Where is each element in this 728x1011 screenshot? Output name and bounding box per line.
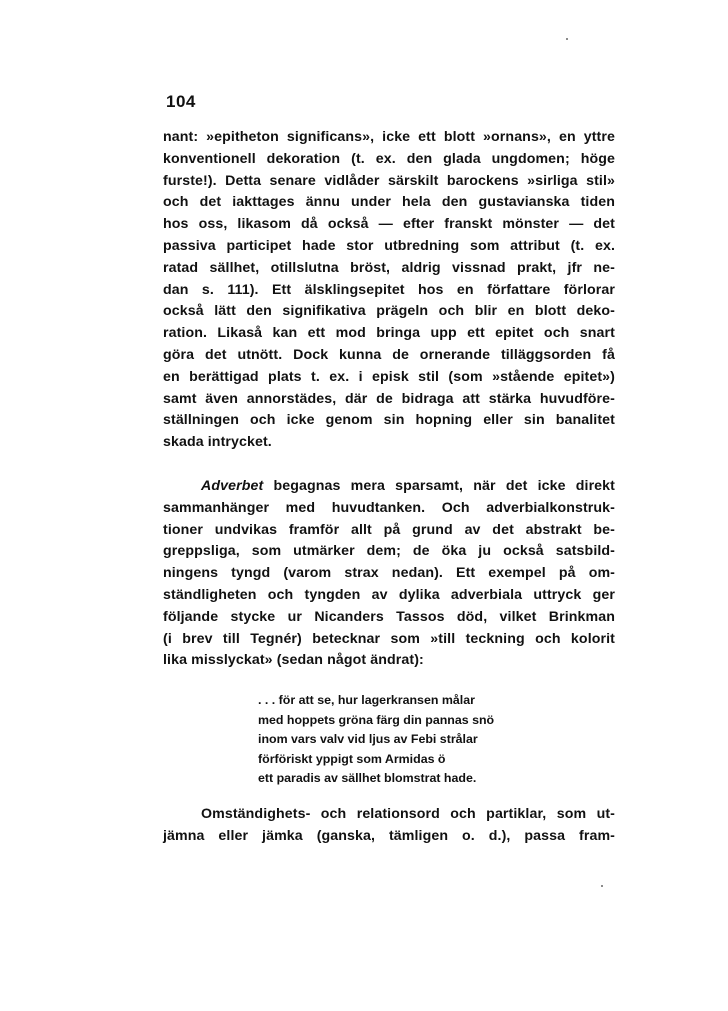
- text-line: [163, 476, 615, 498]
- text-line: ständligheten och tyngden av dylika adverbiala uttryck ger: [163, 586, 615, 603]
- paragraph-1: [163, 127, 615, 454]
- paper-speck: [601, 885, 603, 887]
- text-line: samt även annorstädes, där de bidraga att stärka huvudföre-: [163, 390, 615, 407]
- paper-speck: [566, 38, 568, 40]
- text-line: tioner undvikas framför allt på grund av det abstrakt be-: [163, 521, 615, 538]
- text-line: också lätt den signifikativa prägeln och blir en blott deko-: [163, 303, 615, 320]
- emphasized-word: Adverbet: [201, 478, 264, 494]
- text-line: och det iakttages ännu under hela den gustavianska tiden: [163, 194, 615, 211]
- text-line: ningens tyngd (varom strax nedan). Ett exempel på om-: [163, 565, 615, 582]
- poem-line: . . . för att se, hur lagerkransen målar: [258, 693, 475, 707]
- text-fragment: begagnas mera sparsamt, när det icke direkt: [263, 478, 615, 494]
- text-line: hos oss, likasom då också — efter franskt mönster — det: [163, 216, 615, 233]
- text-line: ratad sällhet, otillslutna bröst, aldrig vissnad prakt, jfr ne-: [163, 259, 615, 276]
- poem-line: inom vars valv vid ljus av Febi strålar: [258, 732, 478, 746]
- poem-quote: [258, 691, 598, 789]
- paragraph-2: [163, 476, 615, 672]
- text-line: passiva participet hade stor utbredning som attribut (t. ex.: [163, 237, 615, 254]
- paragraph-3: [163, 804, 615, 848]
- text-line: en berättigad plats t. ex. i episk stil (som »stående epitet»): [163, 368, 615, 385]
- text-line: sammanhänger med huvudtanken. Och adverbialkonstruk-: [163, 499, 615, 516]
- text-line: ration. Likaså kan ett mod bringa upp ett epitet och snart: [163, 325, 615, 342]
- text-line: skada intrycket.: [163, 434, 272, 451]
- text-line: jämna eller jämka (ganska, tämligen o. d.), passa fram-: [163, 827, 615, 844]
- text-line: följande stycke ur Nicanders Tassos död, vilket Brinkman: [163, 608, 615, 625]
- text-line: dan s. 111). Ett älsklingsepitet hos en författare förlorar: [163, 281, 615, 298]
- text-line: göra det utnött. Dock kunna de ornerande tilläggsorden få: [163, 346, 615, 363]
- text-line: Omständighets- och relationsord och partiklar, som ut-: [201, 806, 615, 822]
- text-line: (i brev till Tegnér) betecknar som »till teckning och kolorit: [163, 630, 615, 647]
- text-line: konventionell dekoration (t. ex. den glada ungdomen; höge: [163, 150, 615, 167]
- text-line: ställningen och icke genom sin hopning eller sin banalitet: [163, 412, 615, 429]
- page-number: 104: [166, 92, 196, 111]
- text-line: nant: »epitheton significans», icke ett blott »ornans», en yttre: [163, 129, 615, 145]
- text-line: greppsliga, som utmärker dem; de öka ju också satsbild-: [163, 543, 615, 560]
- poem-line: förföriskt yppigt som Armidas ö: [258, 751, 446, 766]
- poem-line: ett paradis av sällhet blomstrat hade.: [258, 771, 477, 785]
- poem-line: med hoppets gröna färg din pannas snö: [258, 712, 495, 727]
- text-line: furste!). Detta senare vidlåder särskilt barockens »sirliga stil»: [163, 172, 615, 189]
- text-line: lika misslyckat» (sedan något ändrat):: [163, 652, 424, 669]
